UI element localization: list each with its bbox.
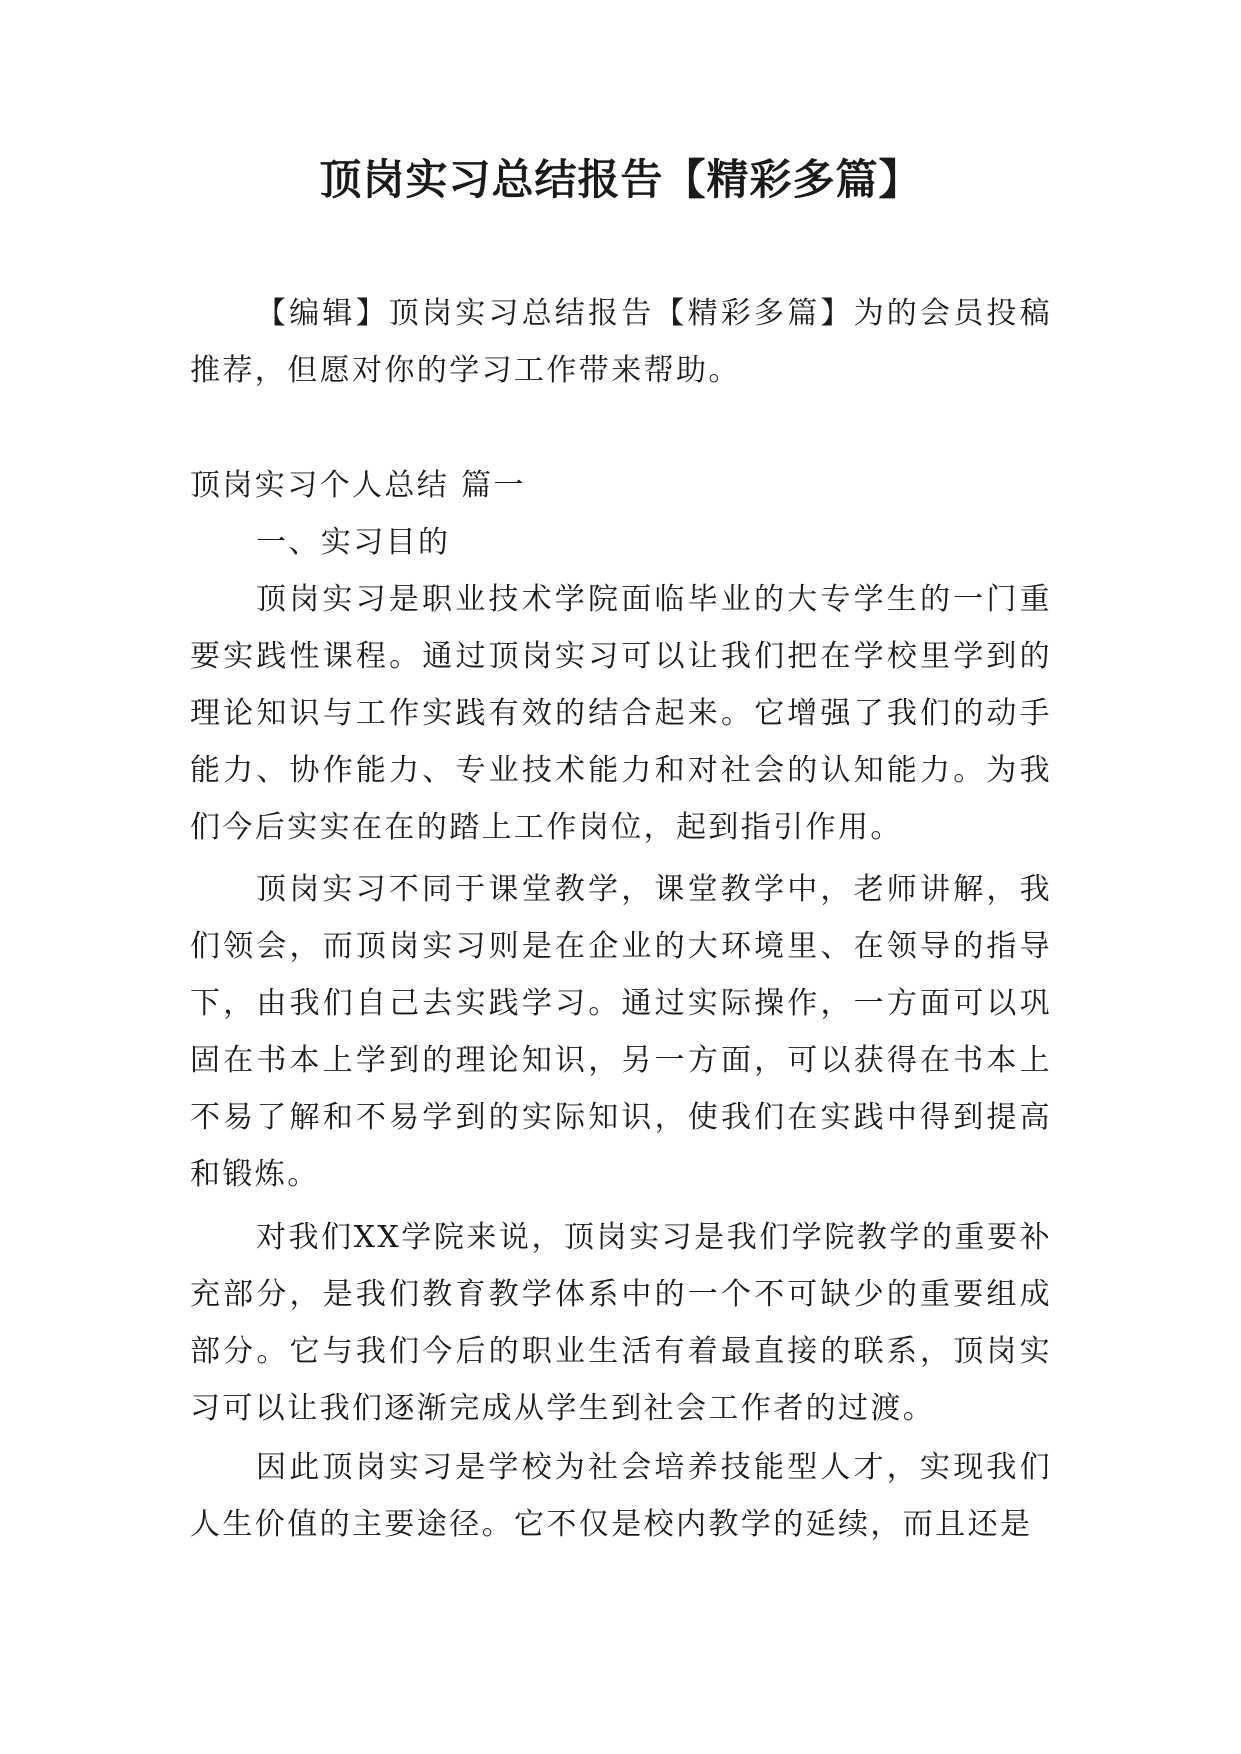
subsection-heading: 一、实习目的 [256,525,451,560]
body-paragraph-4: 因此顶岗实习是学校为社会培养技能型人才，实现我们人生价值的主要途径。它不仅是校内教学的延续，而且还是 [190,1450,1052,1542]
body-paragraph-3: 对我们XX学院来说，顶岗实习是我们学院教学的重要补充部分，是我们教育教学体系中的一个不可缺少的重要组成部分。它与我们今后的职业生活有着最直接的联系，顶岗实习可以让我们逐渐完成从学生到社会工作者的过渡。 [190,1220,1052,1426]
body-paragraph-2: 顶岗实习不同于课堂教学，课堂教学中，老师讲解，我们领会，而顶岗实习则是在企业的大环境里、在领导的指导下，由我们自己去实践学习。通过实际操作，一方面可以巩固在书本上学到的理论知识，另一方面，可以获得在书本上不易了解和不易学到的实际知识，使我们在实践中得到提高和锻炼。 [190,872,1052,1192]
body-paragraph-1: 顶岗实习是职业技术学院面临毕业的大专学生的一门重要实践性课程。通过顶岗实习可以让我们把在学校里学到的理论知识与工作实践有效的结合起来。它增强了我们的动手能力、协作能力、专业技术能力和对社会的认知能力。为我们今后实实在在的踏上工作岗位，起到指引作用。 [190,582,1052,845]
section-heading: 顶岗实习个人总结 篇一 [190,468,526,503]
editor-note: 【编辑】顶岗实习总结报告【精彩多篇】为的会员投稿推荐，但愿对你的学习工作带来帮助。 [190,296,1052,388]
document-title: 顶岗实习总结报告【精彩多篇】 [319,155,922,204]
